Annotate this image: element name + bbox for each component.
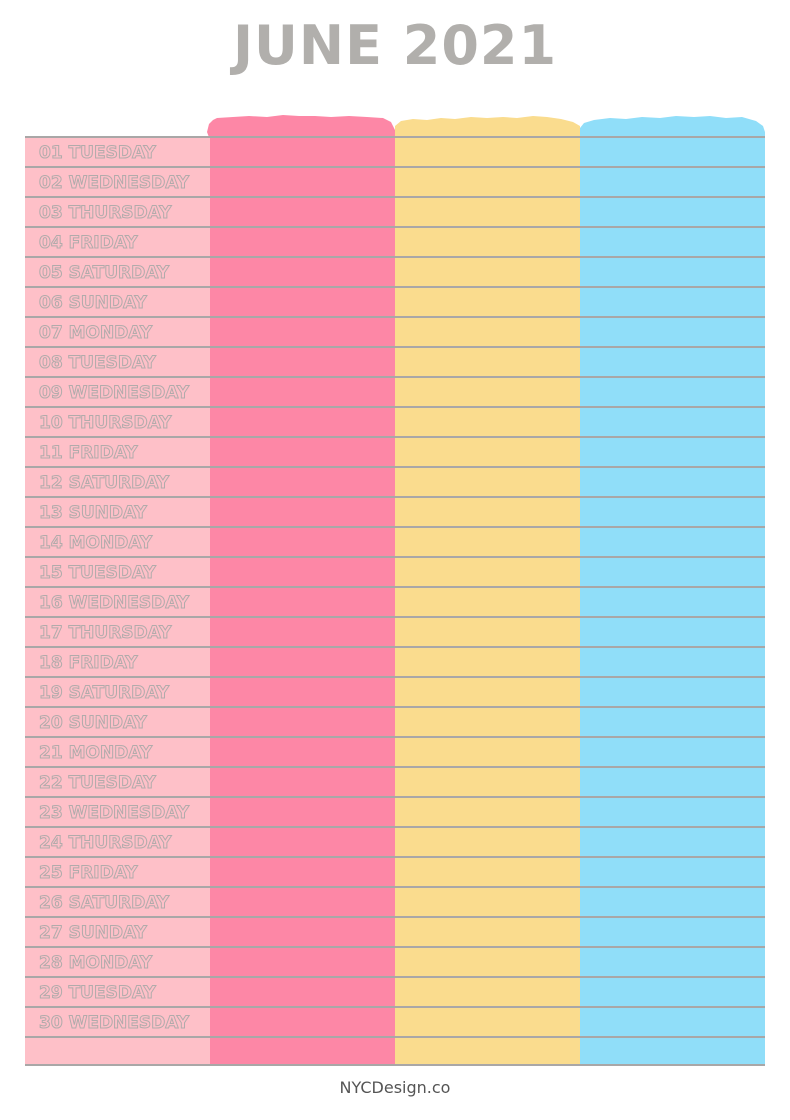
page-title: JUNE 2021 bbox=[232, 14, 558, 77]
day-label: 25 FRIDAY bbox=[39, 863, 138, 883]
day-row[interactable] bbox=[25, 466, 765, 496]
day-label: 14 MONDAY bbox=[39, 533, 153, 553]
day-row[interactable] bbox=[25, 676, 765, 706]
day-row[interactable] bbox=[25, 1036, 765, 1066]
day-label: 29 TUESDAY bbox=[39, 983, 156, 1003]
day-label: 08 TUESDAY bbox=[39, 353, 156, 373]
day-label: 10 THURSDAY bbox=[39, 413, 172, 433]
day-row[interactable] bbox=[25, 586, 765, 616]
day-row[interactable] bbox=[25, 136, 765, 166]
day-label: 30 WEDNESDAY bbox=[39, 1013, 190, 1033]
day-label: 12 SATURDAY bbox=[39, 473, 170, 493]
day-row[interactable] bbox=[25, 706, 765, 736]
day-row[interactable] bbox=[25, 616, 765, 646]
day-label: 18 FRIDAY bbox=[39, 653, 138, 673]
day-row[interactable] bbox=[25, 256, 765, 286]
day-row[interactable] bbox=[25, 526, 765, 556]
day-label: 01 TUESDAY bbox=[39, 143, 156, 163]
day-label: 20 SUNDAY bbox=[39, 713, 147, 733]
day-row[interactable] bbox=[25, 886, 765, 916]
day-rows bbox=[25, 136, 765, 1066]
day-row[interactable] bbox=[25, 946, 765, 976]
day-row[interactable] bbox=[25, 226, 765, 256]
day-row[interactable] bbox=[25, 646, 765, 676]
day-label: 05 SATURDAY bbox=[39, 263, 170, 283]
day-row[interactable] bbox=[25, 856, 765, 886]
day-label: 19 SATURDAY bbox=[39, 683, 170, 703]
torn-edge-yellow bbox=[395, 106, 580, 140]
day-row[interactable] bbox=[25, 736, 765, 766]
day-row[interactable] bbox=[25, 826, 765, 856]
day-label: 23 WEDNESDAY bbox=[39, 803, 190, 823]
day-row[interactable] bbox=[25, 556, 765, 586]
day-row[interactable] bbox=[25, 436, 765, 466]
day-label: 09 WEDNESDAY bbox=[39, 383, 190, 403]
day-row[interactable] bbox=[25, 976, 765, 1006]
day-label: 11 FRIDAY bbox=[39, 443, 138, 463]
day-label: 04 FRIDAY bbox=[39, 233, 138, 253]
day-label: 13 SUNDAY bbox=[39, 503, 147, 523]
day-row[interactable] bbox=[25, 796, 765, 826]
day-row[interactable] bbox=[25, 196, 765, 226]
day-row[interactable] bbox=[25, 406, 765, 436]
day-row[interactable] bbox=[25, 166, 765, 196]
day-label: 06 SUNDAY bbox=[39, 293, 147, 313]
day-label: 07 MONDAY bbox=[39, 323, 153, 343]
day-label: 16 WEDNESDAY bbox=[39, 593, 190, 613]
day-label: 24 THURSDAY bbox=[39, 833, 172, 853]
day-label: 27 SUNDAY bbox=[39, 923, 147, 943]
day-label: 28 MONDAY bbox=[39, 953, 153, 973]
planner-grid bbox=[25, 106, 765, 1068]
day-row[interactable] bbox=[25, 916, 765, 946]
day-row[interactable] bbox=[25, 376, 765, 406]
day-row[interactable] bbox=[25, 1006, 765, 1036]
day-label: 15 TUESDAY bbox=[39, 563, 156, 583]
day-label: 22 TUESDAY bbox=[39, 773, 156, 793]
day-label: 26 SATURDAY bbox=[39, 893, 170, 913]
day-row[interactable] bbox=[25, 286, 765, 316]
day-row[interactable] bbox=[25, 496, 765, 526]
day-label: 17 THURSDAY bbox=[39, 623, 172, 643]
day-row[interactable] bbox=[25, 316, 765, 346]
day-row[interactable] bbox=[25, 346, 765, 376]
day-label: 02 WEDNESDAY bbox=[39, 173, 190, 193]
day-label: 21 MONDAY bbox=[39, 743, 153, 763]
torn-edge-blue bbox=[580, 106, 765, 140]
torn-edge-pink bbox=[203, 106, 395, 140]
footer-credit: NYCDesign.co bbox=[339, 1078, 451, 1097]
day-label: 03 THURSDAY bbox=[39, 203, 172, 223]
day-row[interactable] bbox=[25, 766, 765, 796]
